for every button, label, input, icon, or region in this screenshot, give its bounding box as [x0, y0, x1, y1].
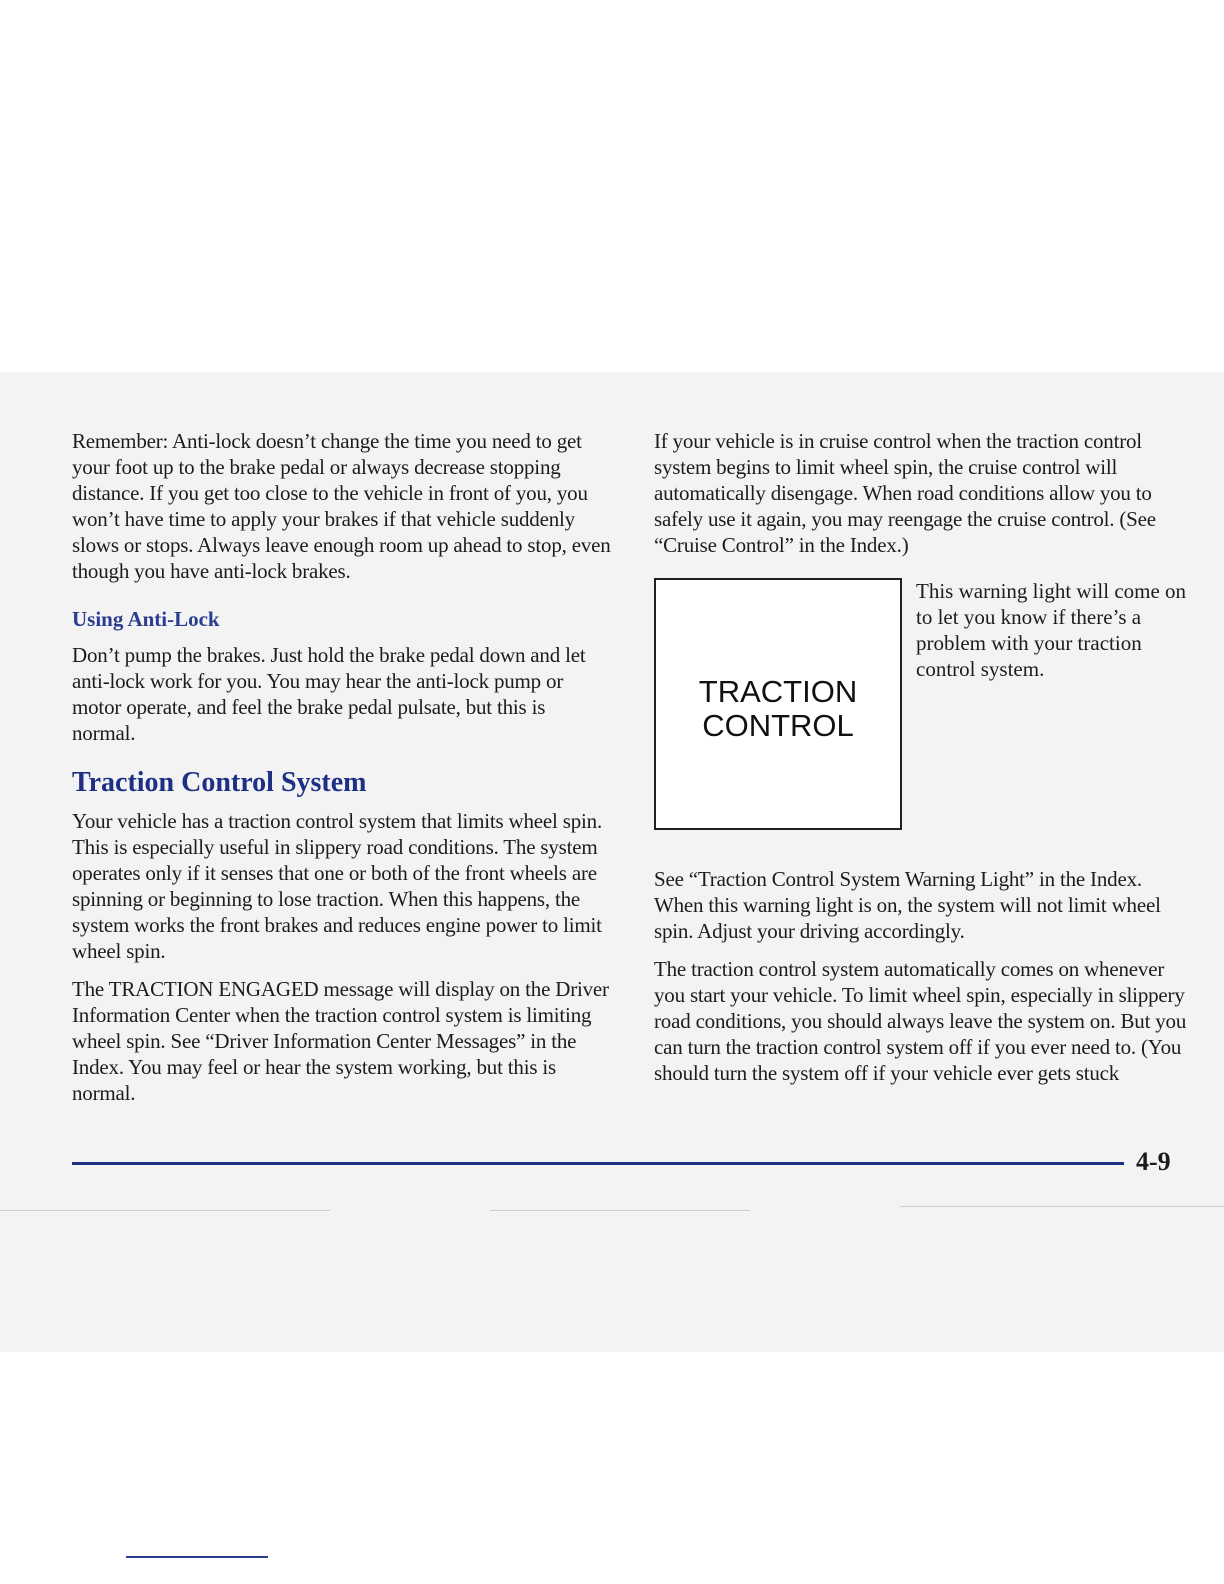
see-warning-light-paragraph: See “Traction Control System Warning Light” in the Index. When this warning light is on, the system will not limit wheel spin. Adjust your driving accordingly.	[654, 867, 1161, 943]
using-antilock-heading: Using Anti-Lock	[72, 607, 220, 631]
warning-light-caption: This warning light will come on to let you know if there’s a problem with your traction control system.	[916, 579, 1187, 681]
traction-paragraph-2: The TRACTION ENGAGED message will display on the Driver Information Center when the traction control system is limiting wheel spin. See “Driver Information Center Messages” in the Index. You may feel or hear the system working, but this is normal.	[72, 977, 609, 1105]
warning-light-line-2: CONTROL	[702, 708, 854, 743]
scan-artifact-line	[0, 1210, 330, 1211]
traction-control-warning-light-icon	[654, 578, 902, 830]
traction-control-heading: Traction Control System	[72, 767, 367, 798]
right-column	[654, 428, 1194, 1098]
traction-paragraph-1: Your vehicle has a traction control system that limits wheel spin. This is especially useful in slippery road conditions. The system operates only if it senses that one or both of the front wheels are spinning or beginning to lose traction. When this happens, the system works the front brakes and reduces engine power to limit wheel spin.	[72, 809, 602, 963]
warning-light-figure	[654, 578, 1194, 840]
using-antilock-paragraph: Don’t pump the brakes. Just hold the brake pedal down and let anti-lock work for you. You may hear the anti-lock pump or motor operate, and feel the brake pedal pulsate, but this is normal.	[72, 643, 586, 745]
left-column	[72, 428, 612, 1118]
warning-light-line-1: TRACTION	[698, 674, 858, 709]
scan-artifact-line	[900, 1206, 1224, 1207]
warning-light-label	[656, 675, 900, 743]
scan-artifact-line	[490, 1210, 750, 1211]
footer-rule	[72, 1162, 1124, 1165]
bottom-mark	[126, 1556, 268, 1558]
page-number: 4-9	[1136, 1147, 1171, 1176]
automatic-on-paragraph: The traction control system automatically comes on whenever you start your vehicle. To limit wheel spin, especially in slippery road conditions, you should always leave the system on. But you can turn the traction control system off if you ever need to. (You should turn the system off if your vehicle ever gets stuck	[654, 957, 1187, 1085]
cruise-control-paragraph: If your vehicle is in cruise control when the traction control system begins to limit wheel spin, the cruise control will automatically disengage. When road conditions allow you to safely use it again, you may reengage the cruise control. (See “Cruise Control” in the Index.)	[654, 429, 1156, 557]
remember-paragraph: Remember: Anti-lock doesn’t change the time you need to get your foot up to the brake pedal or always decrease stopping distance. If you get too close to the vehicle in front of you, you won’t have time to apply your brakes if that vehicle suddenly slows or stops. Always leave enough room up ahead to stop, even though you have anti-lock brakes.	[72, 429, 611, 583]
